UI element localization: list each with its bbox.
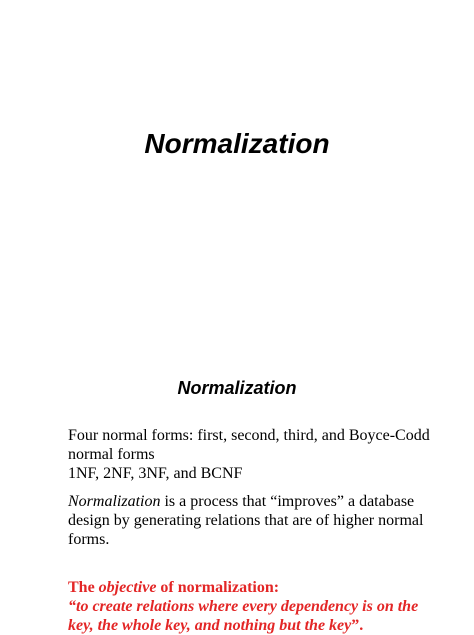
section-title: Normalization	[177, 378, 297, 398]
objective-heading	[68, 578, 474, 597]
normal-forms-paragraph	[68, 426, 468, 483]
objective-quote-line-2	[68, 616, 474, 635]
normal-forms-line-3: 1NF, 2NF, 3NF, and BCNF	[68, 465, 243, 482]
definition-line-1-rest: is a process that “improves” a database	[160, 493, 415, 510]
objective-quote-text-2: key, the whole key, and nothing but the key	[68, 617, 352, 634]
objective-block	[68, 578, 474, 635]
objective-quote-text-1: “to create relations where every dependency is on the	[68, 598, 419, 615]
objective-quote-line-1	[68, 597, 474, 616]
definition-line-3: forms.	[68, 531, 110, 548]
definition-line-1	[68, 492, 468, 511]
normal-forms-line-1: Four normal forms: first, second, third, and Boyce-Codd	[68, 427, 430, 444]
objective-emphasis: objective	[98, 579, 157, 596]
objective-suffix: of normalization:	[156, 579, 280, 596]
normalization-definition-paragraph	[68, 492, 468, 549]
normal-forms-line-2: normal forms	[68, 446, 155, 463]
definition-line-2: design by generating relations that are of higher normal	[68, 512, 424, 529]
objective-quote-end: ”.	[351, 617, 364, 634]
objective-prefix: The	[68, 579, 99, 596]
slide-title: Normalization	[144, 128, 330, 159]
normalization-term: Normalization	[68, 493, 161, 510]
